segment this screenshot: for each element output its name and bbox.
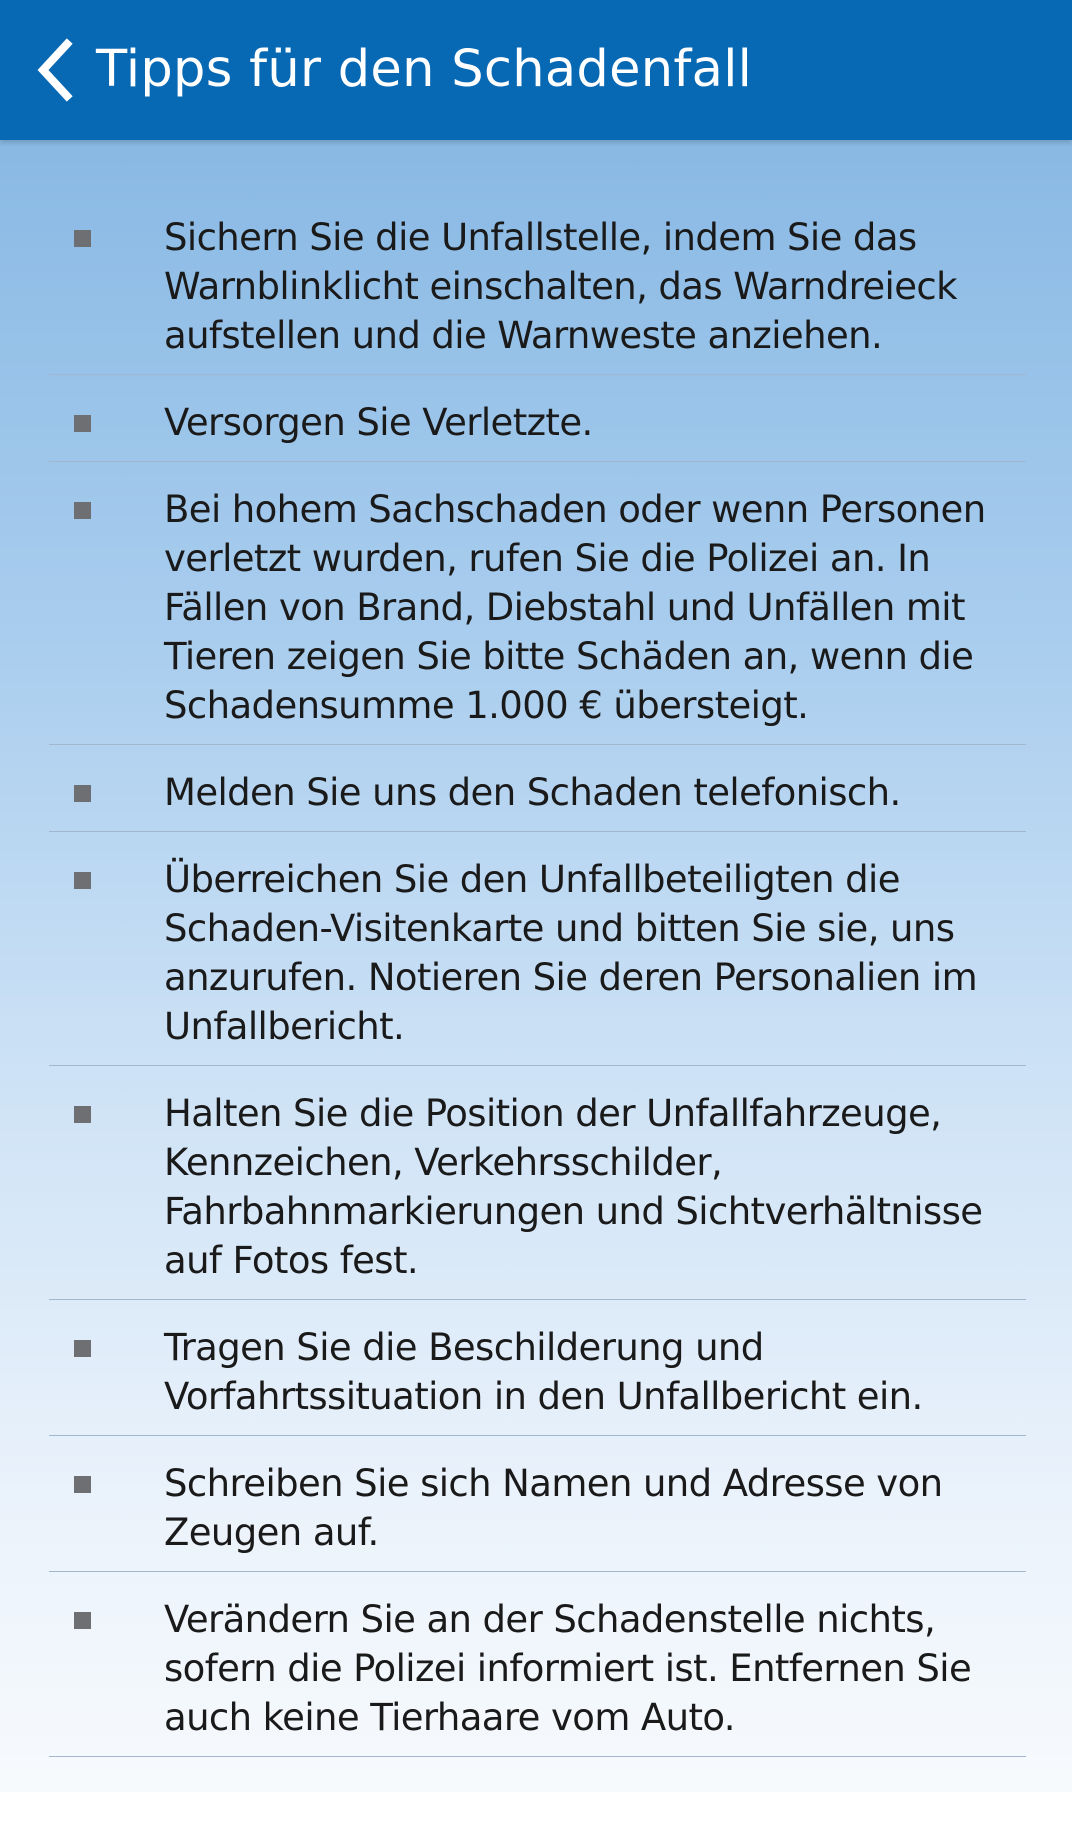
page-title: Tipps für den Schadenfall — [96, 40, 753, 99]
square-bullet-icon — [74, 415, 91, 432]
tip-text: Bei hohem Sachschaden oder wenn Personen verletzt wurden, rufen Sie die Polizei an. In Fällen von Brand, Diebstahl und Unfällen mit Tieren zeigen Sie bitte Schäden an, wenn die Schadensumme 1.000 € übersteigt. — [164, 488, 986, 727]
back-button[interactable] — [20, 30, 90, 110]
tips-list — [0, 140, 1072, 1757]
square-bullet-icon — [74, 785, 91, 802]
tips-content[interactable] — [0, 140, 1072, 1792]
tip-item — [49, 1595, 1026, 1757]
tip-item — [49, 485, 1026, 745]
tip-item — [49, 1089, 1026, 1300]
tip-text: Tragen Sie die Beschilderung und Vorfahrtssituation in den Unfallbericht ein. — [164, 1326, 923, 1418]
tip-text: Sichern Sie die Unfallstelle, indem Sie das Warnblinklicht einschalten, das Warndreieck aufstellen und die Warnweste anziehen. — [164, 216, 957, 357]
tip-text: Halten Sie die Position der Unfallfahrzeuge, Kennzeichen, Verkehrsschilder, Fahrbahnmarkierungen und Sichtverhältnisse auf Fotos fest. — [164, 1092, 983, 1282]
tip-text: Schreiben Sie sich Namen und Adresse von Zeugen auf. — [164, 1462, 943, 1554]
square-bullet-icon — [74, 502, 91, 519]
bottom-area — [0, 1792, 1072, 1840]
square-bullet-icon — [74, 1340, 91, 1357]
square-bullet-icon — [74, 1612, 91, 1629]
tip-item — [49, 213, 1026, 375]
app-bar — [0, 0, 1072, 140]
tip-item — [49, 768, 1026, 832]
square-bullet-icon — [74, 1106, 91, 1123]
tip-text: Verändern Sie an der Schadenstelle nichts, sofern die Polizei informiert ist. Entfernen Sie auch keine Tierhaare vom Auto. — [164, 1598, 972, 1739]
tip-text: Melden Sie uns den Schaden telefonisch. — [164, 771, 901, 814]
square-bullet-icon — [74, 872, 91, 889]
tip-item — [49, 398, 1026, 462]
tip-item — [49, 855, 1026, 1066]
tip-item — [49, 1459, 1026, 1572]
square-bullet-icon — [74, 230, 91, 247]
chevron-left-icon — [35, 38, 75, 102]
tip-item — [49, 1323, 1026, 1436]
tip-text: Versorgen Sie Verletzte. — [164, 401, 593, 444]
tip-text: Überreichen Sie den Unfallbeteiligten die Schaden-Visitenkarte und bitten Sie sie, uns anzurufen. Notieren Sie deren Personalien im Unfallbericht. — [164, 858, 978, 1048]
square-bullet-icon — [74, 1476, 91, 1493]
